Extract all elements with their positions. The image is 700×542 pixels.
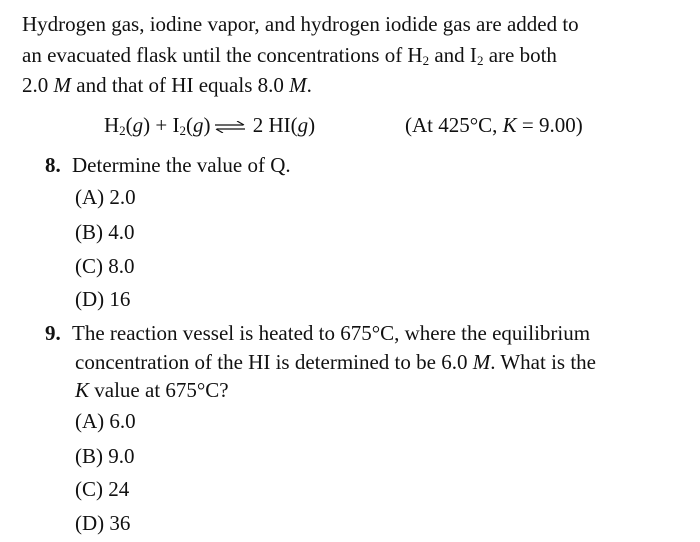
eq-product: 2 HI(	[247, 113, 298, 137]
question-9-line-1: The reaction vessel is heated to 675°C, where the equilibrium	[72, 321, 591, 345]
intro-line-1-text: Hydrogen gas, iodine vapor, and hydrogen iodide gas are added to	[22, 12, 579, 36]
q9-choice-c[interactable]: (C) 24	[75, 477, 130, 501]
q9-choice-a[interactable]: (A) 6.0	[75, 409, 136, 433]
question-8-text: Determine the value of Q.	[72, 153, 291, 177]
q8-choice-c[interactable]: (C) 8.0	[75, 254, 135, 278]
q9-molarity-unit: M	[472, 350, 491, 374]
question-9-number: 9.	[45, 321, 61, 345]
eq-product-close: )	[308, 113, 316, 137]
eq-h-sub: 2	[119, 123, 126, 138]
eq-open-1: (	[125, 113, 133, 137]
intro-line-3-mid: and that of HI equals 8.0	[71, 73, 290, 97]
q8-choice-b[interactable]: (B) 4.0	[75, 220, 135, 244]
intro-line-2-pre: an evacuated flask until the concentrations of H	[22, 43, 423, 67]
intro-line-3-pre: 2.0	[22, 73, 54, 97]
h2-subscript: 2	[422, 53, 430, 68]
q9-k-symbol: K	[75, 378, 90, 402]
question-9-line-3	[75, 380, 229, 401]
eq-i-sub: 2	[179, 123, 187, 138]
equilibrium-arrow-icon	[215, 121, 245, 133]
intro-line-2-mid: and I	[429, 43, 477, 67]
q9-line-3-post: value at 675°C?	[89, 378, 229, 402]
eq-gas-state-2: g	[193, 113, 204, 137]
intro-line-3-end: .	[306, 73, 312, 97]
eq-k-symbol: K	[502, 113, 517, 137]
intro-line-1	[22, 14, 579, 35]
q9-line-2-post: . What is the	[490, 350, 596, 374]
eq-open-2: (	[186, 113, 194, 137]
q8-choice-d[interactable]: (D) 16	[75, 287, 131, 311]
question-9-line-2	[75, 352, 596, 373]
intro-line-2-post: are both	[483, 43, 557, 67]
q8-choice-a[interactable]: (A) 2.0	[75, 185, 136, 209]
eq-h: H	[104, 113, 120, 137]
eq-gas-state-3: g	[297, 113, 309, 137]
molarity-unit-2: M	[289, 73, 307, 97]
intro-line-2	[22, 45, 557, 66]
question-8-number: 8.	[45, 153, 61, 177]
eq-close-2: )	[203, 113, 211, 137]
q9-choice-b[interactable]: (B) 9.0	[75, 444, 135, 468]
q9-line-2-pre: concentration of the HI is determined to be 6.0	[75, 350, 473, 374]
question-9	[45, 323, 590, 344]
i2-subscript: 2	[476, 53, 484, 68]
eq-cond-pre: (At 425°C,	[405, 113, 503, 137]
intro-line-3	[22, 75, 312, 96]
eq-cond-post: = 9.00)	[516, 113, 583, 137]
chemical-equation	[104, 115, 315, 136]
molarity-unit-1: M	[53, 73, 71, 97]
eq-gas-state-1: g	[132, 113, 144, 137]
equation-conditions	[405, 115, 583, 136]
q9-choice-d[interactable]: (D) 36	[75, 511, 131, 535]
eq-plus-i: ) + I	[143, 113, 180, 137]
question-8	[45, 155, 291, 176]
